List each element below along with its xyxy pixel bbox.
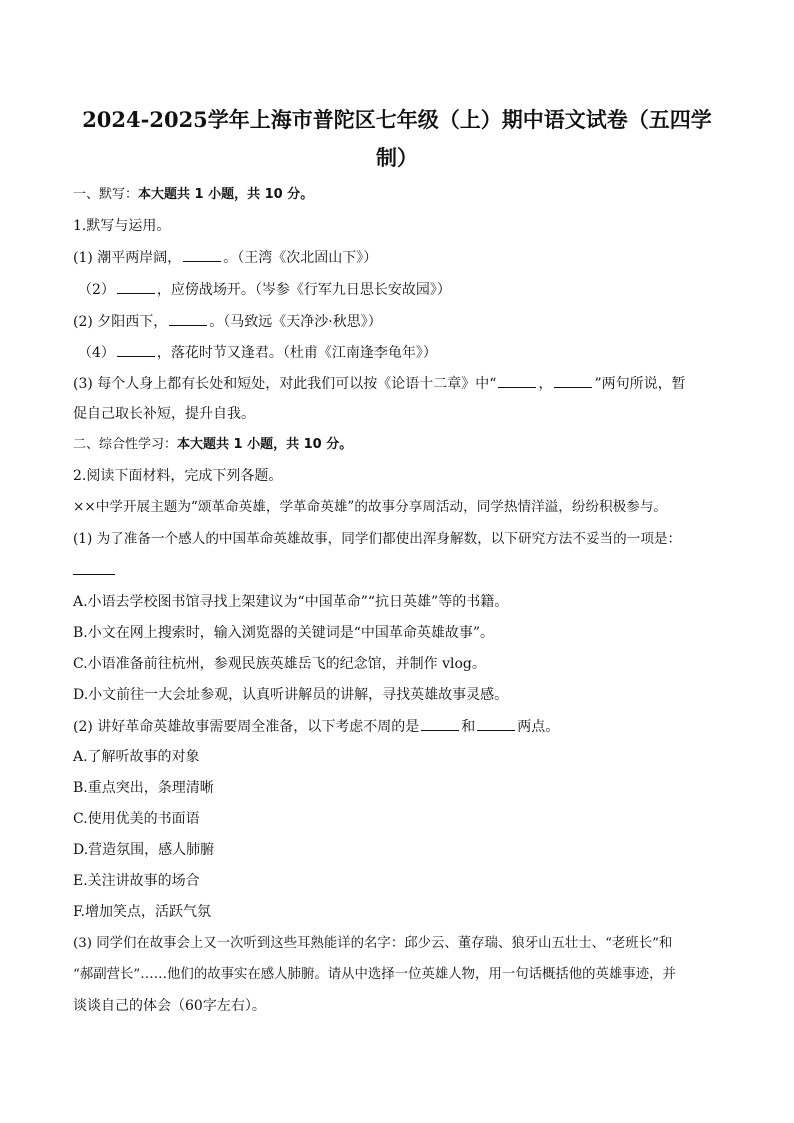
q2-sub1-option-d: D.小文前往一大会址参观，认真听讲解员的讲解，寻找英雄故事灵感。 [73, 687, 509, 703]
q1-part5 [73, 374, 686, 393]
section-1-prefix: 一、默写： [73, 187, 139, 202]
q1-part5-text: (3) 每个人身上都有长处和短处，对此我们可以按《论语十二章》中“ [73, 376, 497, 392]
q1-part4 [78, 343, 437, 362]
q1-part4-text: ，落花时节又逢君。（杜甫《江南逢李龟年》） [156, 345, 437, 361]
q2-sub3-line1: (3) 同学们在故事会上又一次听到这些耳熟能详的名字：邱少云、董存瑞、狼牙山五壮士、“老班长”和 [73, 936, 673, 951]
q2-sub2-and: 和 [461, 719, 476, 735]
answer-blank[interactable] [117, 343, 155, 357]
q1-part2-text: ，应傍战场开。（岑参《行军九日思长安故园》） [156, 282, 451, 298]
answer-blank[interactable] [498, 374, 536, 388]
q2-sub2 [73, 717, 559, 736]
q2-sub2-option-d: D.营造氛围，感人肺腑 [73, 842, 215, 858]
q2-sub2-text: (2) 讲好革命英雄故事需要周全准备，以下考虑不周的是 [73, 719, 420, 735]
q2-sub2-tail: 两点。 [517, 719, 560, 735]
q1-part3-text: (2) 夕阳西下， [73, 314, 168, 330]
q2-stem: 2.阅读下面材料，完成下列各题。 [73, 468, 283, 484]
q1-part2 [78, 280, 451, 299]
q2-sub2-option-f: F.增加笑点，活跃气氛 [73, 904, 211, 920]
q2-sub1-option-c: C.小语准备前往杭州，参观民族英雄岳飞的纪念馆，并制作 vlog。 [73, 656, 486, 672]
section-2-prefix: 二、综合性学习： [73, 437, 178, 452]
q1-part4-num: （4） [78, 345, 115, 361]
q1-part1 [73, 248, 377, 267]
q1-part5-tail: ”两句所说，暂 [594, 376, 686, 392]
q1-part5-line2: 促自己取长补短，提升自我。 [73, 406, 255, 422]
q1-part2-num: （2） [78, 282, 115, 298]
q2-sub1-answer-line[interactable] [73, 574, 115, 575]
section-1-heading [73, 186, 313, 204]
q2-sub1-option-a: A.小语去学校图书馆寻找上架建议为“中国革命”“抗日英雄”等的书籍。 [73, 594, 509, 610]
exam-title-line2: 制） [376, 145, 418, 170]
answer-blank[interactable] [183, 248, 221, 262]
answer-blank[interactable] [421, 717, 459, 731]
q1-part3-source: 。（马致远《天净沙·秋思》） [209, 314, 382, 330]
q1-part5-comma: ， [538, 376, 553, 392]
q1-part3 [73, 312, 382, 331]
answer-blank[interactable] [554, 374, 592, 388]
exam-title-line1: 2024-2025学年上海市普陀区七年级（上）期中语文试卷（五四学 [82, 107, 712, 132]
q2-sub2-option-c: C.使用优美的书面语 [73, 811, 200, 827]
answer-blank[interactable] [477, 717, 515, 731]
answer-blank[interactable] [117, 280, 155, 294]
q2-sub2-option-b: B.重点突出，条理清晰 [73, 780, 214, 796]
q2-sub2-option-a: A.了解听故事的对象 [73, 749, 200, 765]
section-2-heading [73, 436, 352, 454]
section-2-info: 本大题共 1 小题，共 10 分。 [177, 437, 353, 452]
q2-sub3-line3: 谈谈自己的体会（60字左右）。 [73, 998, 266, 1014]
q2-material: ××中学开展主题为“颂革命英雄，学革命英雄”的故事分享周活动，同学热情洋溢，纷纷积极参与。 [73, 499, 668, 515]
q1-stem: 1.默写与运用。 [73, 218, 171, 234]
q1-part1-text: (1) 潮平两岸阔， [73, 250, 182, 266]
q2-sub2-option-e: E.关注讲故事的场合 [73, 873, 200, 889]
q2-sub3-line2: “郝副营长”……他们的故事实在感人肺腑。请从中选择一位英雄人物，用一句话概括他的英雄事迹，并 [73, 967, 676, 982]
q1-part1-source: 。（王湾《次北固山下》） [223, 250, 378, 266]
q2-sub1: (1) 为了准备一个感人的中国革命英雄故事，同学们都使出浑身解数，以下研究方法不妥当的一项是： [73, 531, 682, 547]
q2-sub1-option-b: B.小文在网上搜索时，输入浏览器的关键词是“中国革命英雄故事”。 [73, 625, 495, 641]
section-1-info: 本大题共 1 小题，共 10 分。 [138, 187, 314, 202]
answer-blank[interactable] [169, 312, 207, 326]
